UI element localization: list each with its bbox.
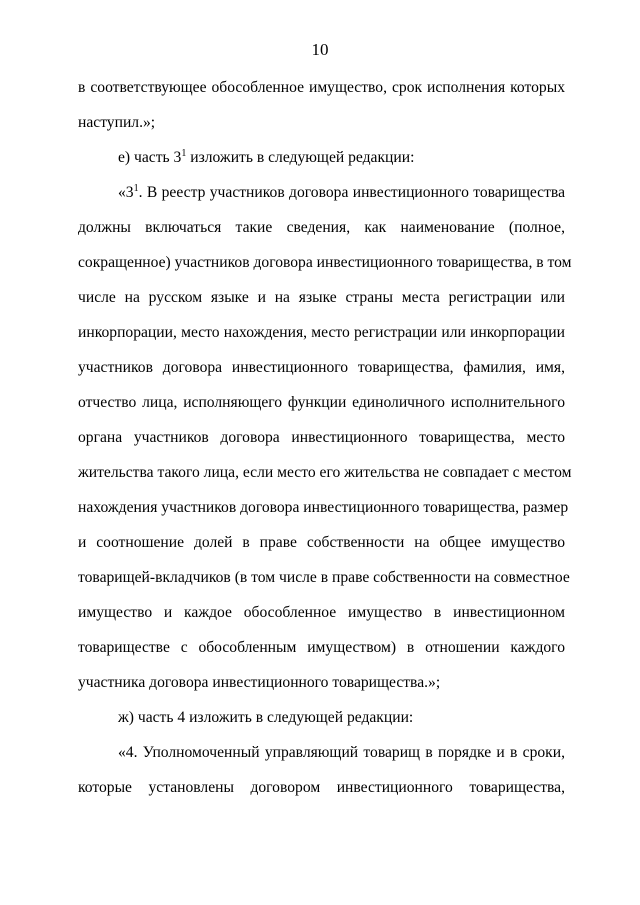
text-line: сокращенное) участников договора инвестиционного товарищества, в том — [78, 254, 572, 271]
text-line — [118, 183, 565, 205]
text-line: жительства такого лица, если место его жительства не совпадает с местом — [78, 464, 572, 481]
quote-open: «$3^1$. В реестр участников договора инвестиционного товарищества — [118, 183, 565, 201]
item-e-text: изложить в следующей редакции: — [190, 149, 415, 166]
text-line: имущество и каждое обособленное имущество в инвестиционном — [78, 604, 565, 621]
text-line: отчество лица, исполняющего функции единоличного исполнительного — [78, 394, 565, 411]
text-line: нахождения участников договора инвестиционного товарищества, размер — [78, 499, 569, 516]
text-line: которые установлены договором инвестиционного товарищества, — [78, 779, 565, 796]
text-line: в соответствующее обособленное имущество, срок исполнения которых — [78, 79, 565, 96]
text-line: инкорпорации, место нахождения, место регистрации или инкорпорации — [78, 324, 565, 341]
text-line: участников договора инвестиционного товарищества, фамилия, имя, — [78, 359, 565, 376]
page-number: 10 — [311, 40, 329, 59]
text-line: числе на русском языке и на языке страны места регистрации или — [78, 289, 565, 306]
text-line: и соотношение долей в праве собственности на общее имущество — [78, 534, 565, 551]
text-line: «4. Уполномоченный управляющий товарищ в порядке и в сроки, — [118, 744, 565, 761]
item-e-prefix: е) часть 3 — [118, 149, 182, 166]
text-line: товариществе с обособленным имуществом) в отношении каждого — [78, 639, 565, 656]
text-line: участника договора инвестиционного товарищества.»; — [78, 674, 441, 691]
superscript: 1 — [181, 148, 187, 159]
text-line: товарищей-вкладчиков (в том числе в праве собственности на совместное — [78, 569, 570, 586]
text-line — [118, 148, 565, 170]
text-line: органа участников договора инвестиционного товарищества, место — [78, 429, 565, 446]
text-line: ж) часть 4 изложить в следующей редакции: — [118, 709, 414, 726]
text-line: наступил.»; — [78, 114, 156, 131]
superscript: 1 — [133, 183, 139, 194]
text-line: должны включаться такие сведения, как наименование (полное, — [78, 219, 565, 236]
